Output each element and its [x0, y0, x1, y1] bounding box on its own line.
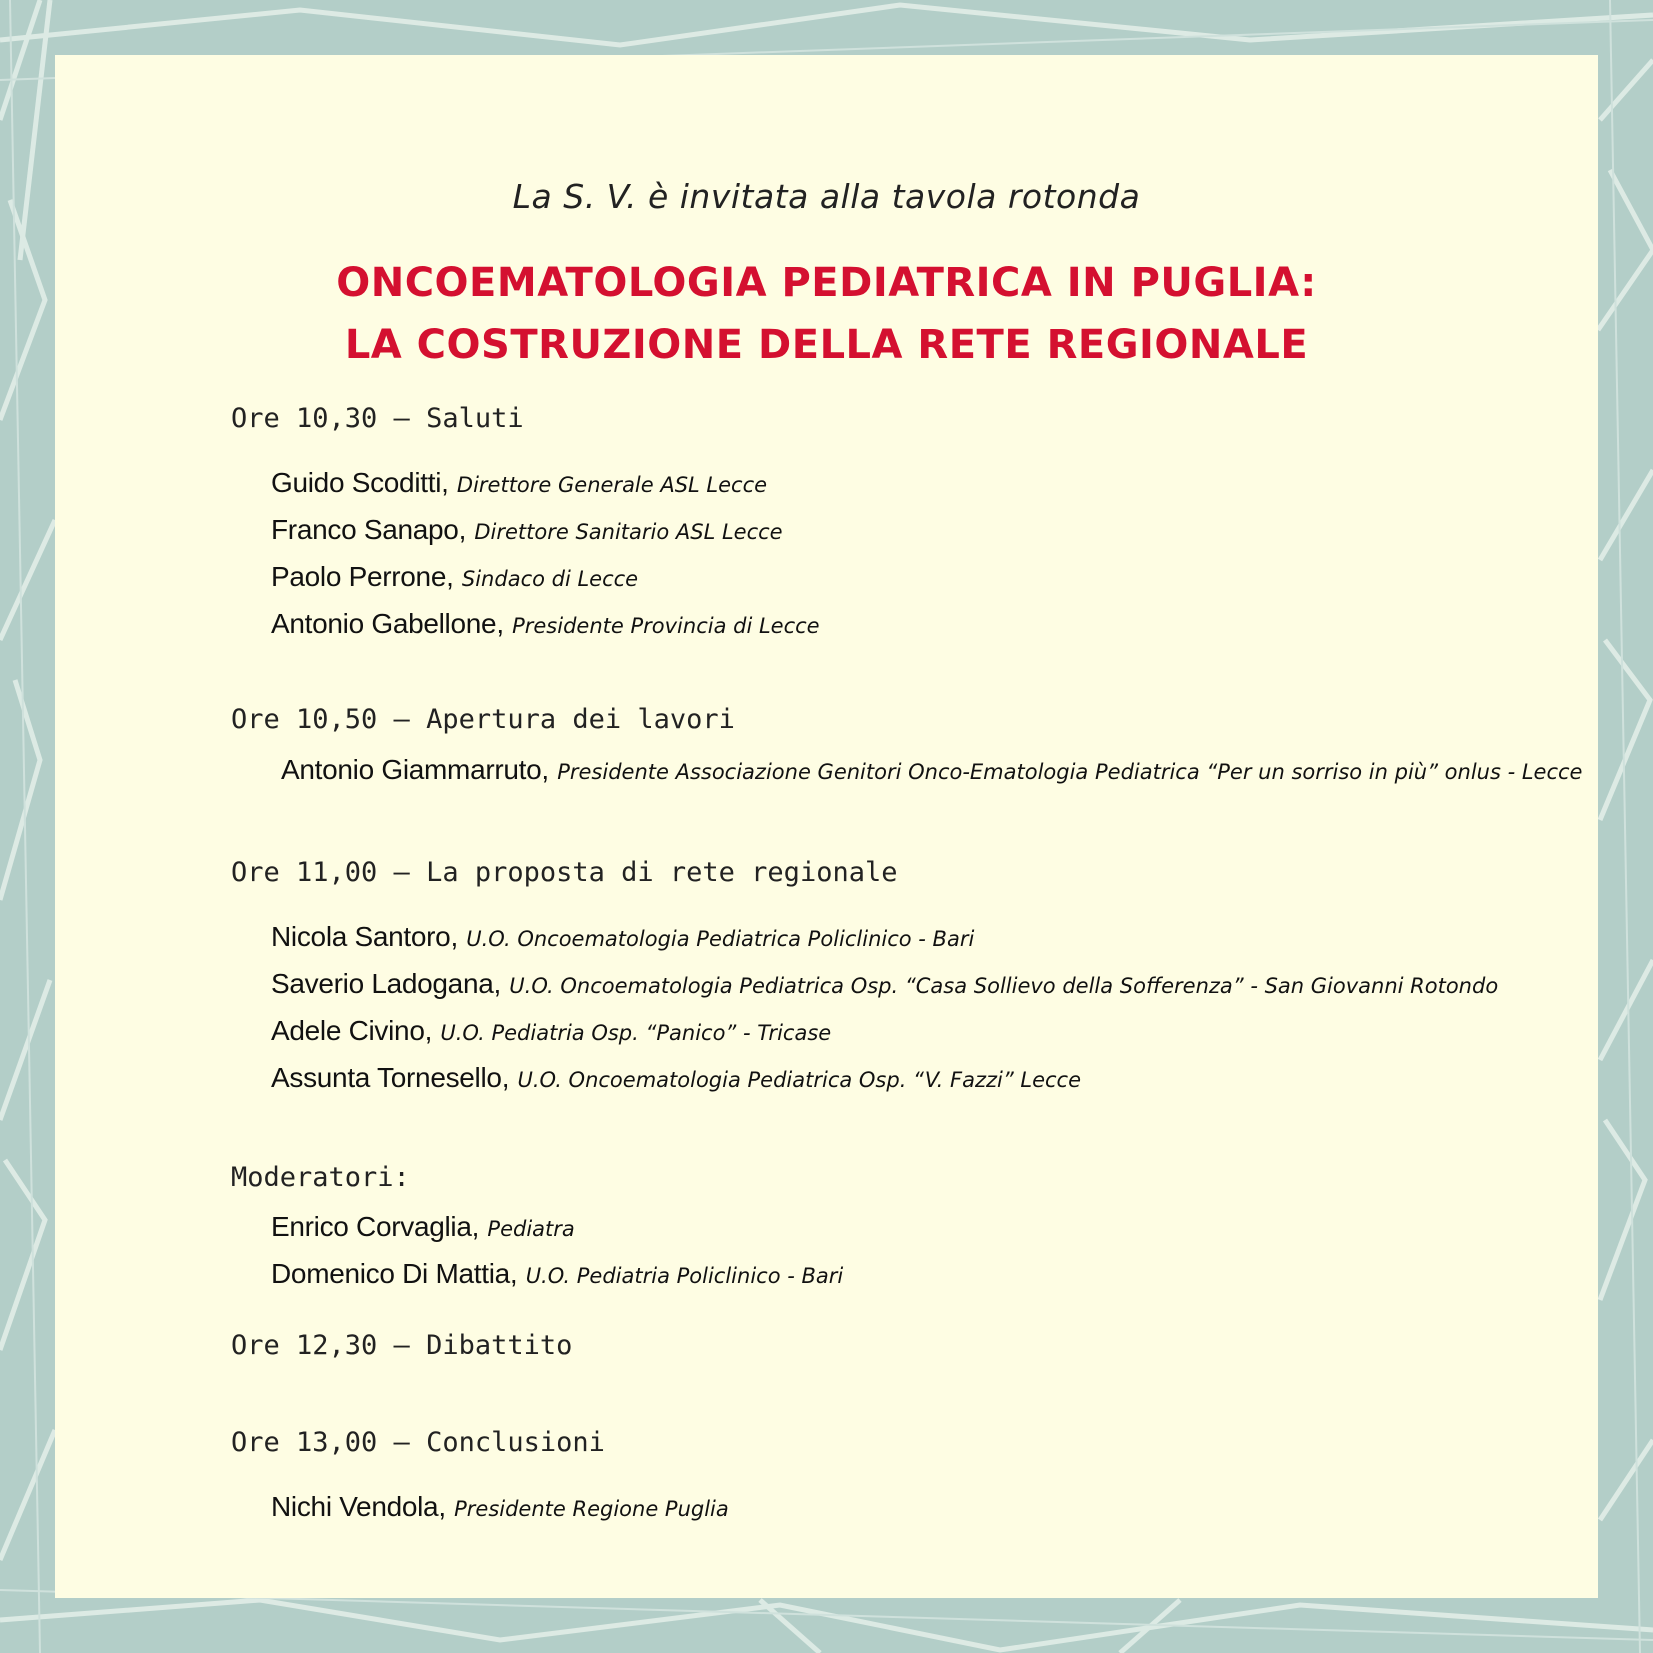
program-heading-proposta: Ore 11,00 – La proposta di rete regionale	[231, 857, 898, 888]
invite-line: La S. V. è invitata alla tavola rotonda	[512, 177, 1141, 216]
speaker-item: Guido Scoditti, Direttore Generale ASL Lecce	[271, 467, 768, 498]
speaker-name: Guido Scoditti	[271, 467, 442, 498]
speaker-item: Nichi Vendola, Presidente Regione Puglia	[271, 1491, 729, 1522]
speaker-role: Presidente Associazione Genitori Onco-Ematologia Pediatrica “Per un sorriso in più” onlus - Lecce	[557, 760, 1583, 784]
speaker-item: Saverio Ladogana, U.O. Oncoematologia Pediatrica Osp. “Casa Sollievo della Sofferenza” - San Giovanni Rotondo	[271, 968, 1499, 999]
speaker-item: Paolo Perrone, Sindaco di Lecce	[271, 561, 639, 592]
program-heading-dibattito: Ore 12,30 – Dibattito	[231, 1330, 573, 1361]
speaker-item: Domenico Di Mattia, U.O. Pediatria Policlinico - Bari	[271, 1258, 844, 1289]
speaker-name: Paolo Perrone	[271, 561, 447, 592]
speaker-name: Antonio Giammarruto	[281, 754, 542, 785]
speaker-item: Franco Sanapo, Direttore Sanitario ASL Lecce	[271, 514, 783, 545]
speaker-role: U.O. Pediatria Policlinico - Bari	[525, 1264, 844, 1288]
program-heading-saluti: Ore 10,30 – Saluti	[231, 403, 524, 434]
speaker-item: Assunta Tornesello, U.O. Oncoematologia Pediatrica Osp. “V. Fazzi” Lecce	[271, 1062, 1082, 1093]
speaker-name: Nichi Vendola	[271, 1491, 439, 1522]
speaker-name: Domenico Di Mattia	[271, 1258, 510, 1289]
speaker-item: Nicola Santoro, U.O. Oncoematologia Pediatrica Policlinico - Bari	[271, 921, 975, 952]
program-heading-conclusioni: Ore 13,00 – Conclusioni	[231, 1427, 605, 1458]
program-heading-apertura: Ore 10,50 – Apertura dei lavori	[231, 704, 735, 735]
speaker-role: Presidente Provincia di Lecce	[512, 614, 820, 638]
speaker-name: Enrico Corvaglia	[271, 1211, 472, 1242]
speaker-name: Antonio Gabellone	[271, 608, 497, 639]
speaker-role: Pediatra	[487, 1217, 575, 1241]
speaker-name: Assunta Tornesello	[271, 1062, 502, 1093]
speaker-role: U.O. Oncoematologia Pediatrica Policlinico - Bari	[466, 927, 975, 951]
speaker-name: Adele Civino	[271, 1015, 425, 1046]
speaker-role: U.O. Oncoematologia Pediatrica Osp. “Casa Sollievo della Sofferenza” - San Giovanni Rotondo	[509, 974, 1499, 998]
speaker-name: Franco Sanapo	[271, 514, 459, 545]
speaker-role: Presidente Regione Puglia	[454, 1497, 729, 1521]
speaker-item: Enrico Corvaglia, Pediatra	[271, 1211, 575, 1242]
event-title-line1: ONCOEMATOLOGIA PEDIATRICA IN PUGLIA:	[336, 260, 1317, 306]
invitation-card	[55, 55, 1598, 1598]
speaker-role: Direttore Sanitario ASL Lecce	[474, 520, 783, 544]
program-heading-moderatori: Moderatori:	[231, 1162, 410, 1193]
speaker-item: Antonio Gabellone, Presidente Provincia di Lecce	[271, 608, 820, 639]
speaker-name: Saverio Ladogana	[271, 968, 494, 999]
speaker-role: U.O. Oncoematologia Pediatrica Osp. “V. Fazzi” Lecce	[517, 1068, 1082, 1092]
event-title-line2: LA COSTRUZIONE DELLA RETE REGIONALE	[344, 322, 1309, 368]
speaker-role: Direttore Generale ASL Lecce	[456, 473, 768, 497]
speaker-name: Nicola Santoro	[271, 921, 451, 952]
speaker-item: Antonio Giammarruto, Presidente Associazione Genitori Onco-Ematologia Pediatrica “Per un sorriso in più” onlus - Lecce	[281, 754, 1583, 785]
speaker-item: Adele Civino, U.O. Pediatria Osp. “Panico” - Tricase	[271, 1015, 832, 1046]
speaker-role: Sindaco di Lecce	[461, 567, 639, 591]
speaker-role: U.O. Pediatria Osp. “Panico” - Tricase	[440, 1021, 832, 1045]
